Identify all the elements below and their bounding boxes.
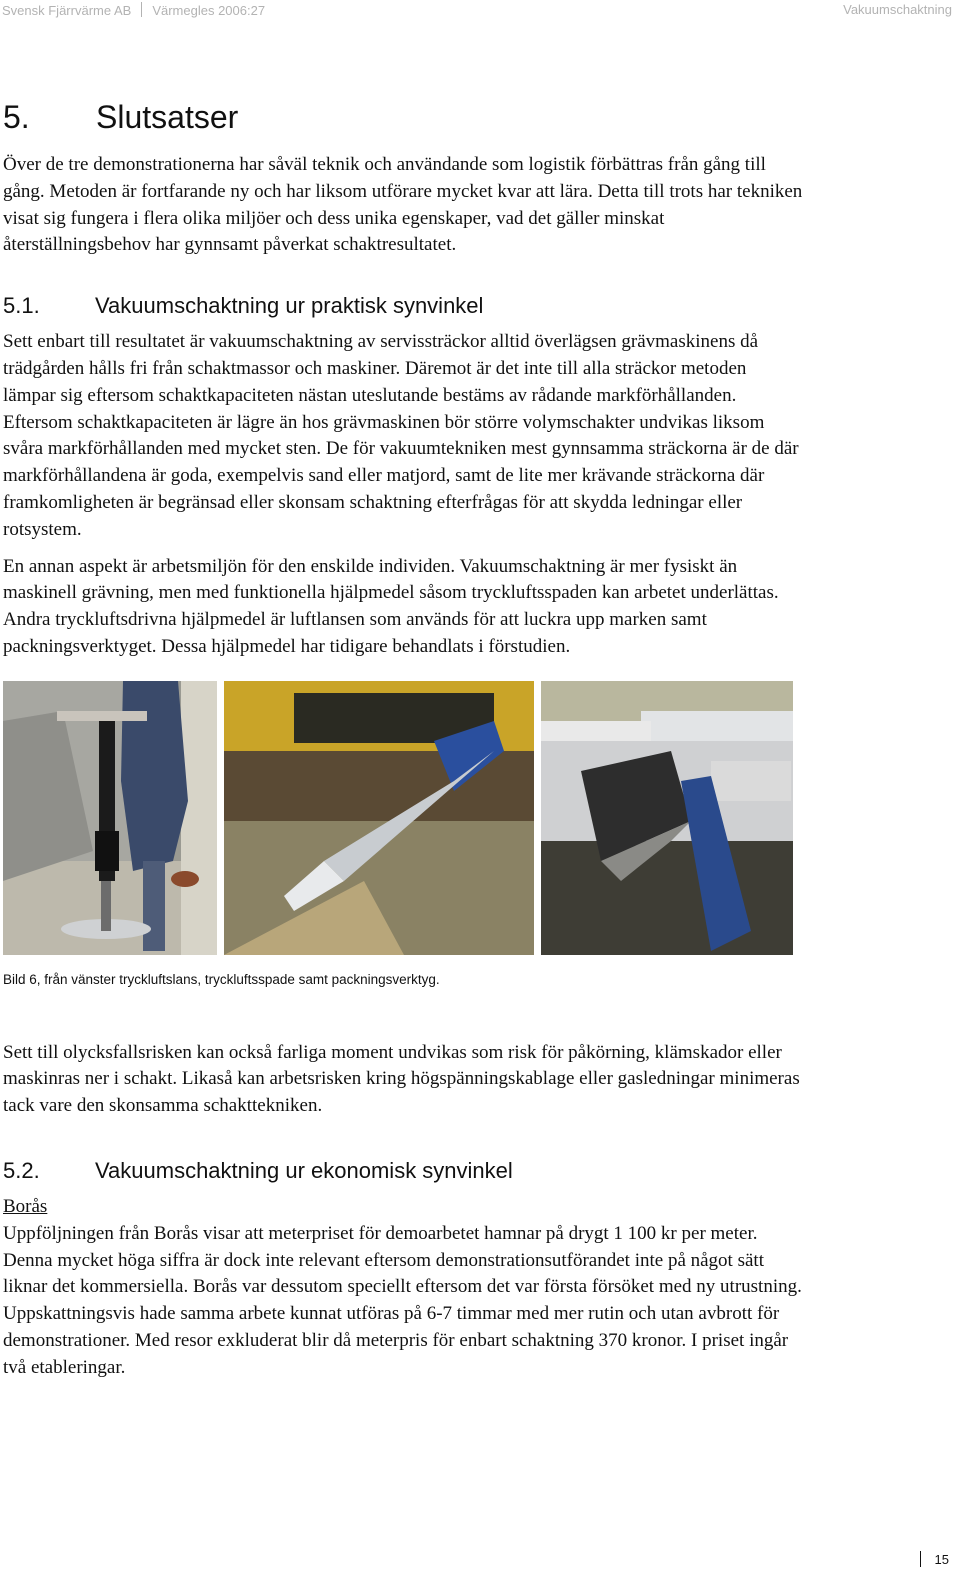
practical-paragraph-1: Sett enbart till resultatet är vakuumschaktning av servissträckor alltid överlägsen grävmaskinens då trädgården hålls fri från schaktmassor och maskiner. Däremot är det inte till alla sträckor metoden lämpar sig eftersom schaktkapaciteten nästan uteslutande bestäms av rådande markförhållanden. Eftersom schaktkapaciteten är lägre än hos grävmaskinen bör större volymschakter undvikas liksom svåra markförhållanden med mycket sten. De för vakuumtekniken mest gynnsamma sträckorna är de där markförhållandena är goda, exempelvis sand eller matjord, samt de lite mer krävande sträckorna där framkomligheten är begränsad eller skonsam schaktning efterfrågas för att skydda ledningar eller rotsystem. [3,331,799,540]
practical-paragraph-2: En annan aspekt är arbetsmiljön för den enskilde individen. Vakuumschaktning är mer fysiskt än maskinell grävning, men med funktionella hjälpmedel såsom tryckluftsspaden kan arbetet underlättas. Andra tryckluftsdrivna hjälpmedel är luftlansen som används för att luckra upp marken samt packningsverktyget. Dessa hjälpmedel har tidigare behandlats i förstudien. [3,555,779,657]
subsection-1-heading [3,291,803,321]
photo-air-lance [3,681,217,955]
header-left [2,2,265,18]
header-company: Svensk Fjärrvärme AB [2,3,132,18]
document-body [3,96,803,1382]
page-header [2,2,952,20]
economic-paragraph: Uppföljningen från Borås visar att meterpriset för demoarbetet hamnar på drygt 1 100 kr per meter. Denna mycket höga siffra är dock inte relevant eftersom demonstrationsutförandet inte på något sätt liknar det kommersiella. Borås var dessutom speciellt eftersom det var första försöket med ny utrustning. Uppskattningsvis hade samma arbete kunnat utföras på 6-7 timmar med mer rutin och utan avbrott för demonstrationer. Med resor exkluderat blir då meterpris för enbart schaktning 370 kronor. I priset ingår två etableringar. [3,1222,802,1378]
section-number: 5. [3,99,30,135]
figure-caption: Bild 6, från vänster tryckluftslans, tryckluftsspade samt packningsverktyg. [3,971,440,987]
packing-tool-image [541,681,793,955]
intro-paragraph: Över de tre demonstrationerna har såväl teknik och användande som logistik förbättras från gång till gång. Metoden är fortfarande ny och har liksom utförare mycket kvar att lära. Detta till trots har tekniken visat sig fungera i flera olika miljöer och dess unika egenskaper, vad det gäller minskat återställningsbehov har gynnsamt påverkat schaktresultatet. [3,154,803,256]
page-number-area [920,1551,949,1567]
header-report: Värmegles 2006:27 [152,3,266,18]
safety-paragraph: Sett till olycksfallsrisken kan också farliga moment undvikas som risk för påkörning, klämskador eller maskinras ner i schakt. Likaså kan arbetsrisken kring högspänningskablage eller gasledningar minimeras tack vare den skonsamma schakttekniken. [3,1041,800,1117]
photo-air-spade [224,681,534,955]
header-topic: Vakuumschaktning [843,2,952,17]
subsection-2-number: 5.2. [3,1157,40,1183]
header-separator [141,2,142,17]
section-title: Slutsatser [96,99,239,135]
subsection-1-number: 5.1. [3,293,40,319]
subsection-2-heading [3,1156,803,1186]
page-number-bar [920,1551,921,1567]
section-heading [3,96,803,138]
air-spade-image [224,681,534,955]
photo-strip [3,681,793,955]
subsection-2-title: Vakuumschaktning ur ekonomisk synvinkel [95,1157,513,1183]
air-lance-image [3,681,217,955]
subsection-1-title: Vakuumschaktning ur praktisk synvinkel [95,293,484,319]
page-number: 15 [934,1552,949,1567]
photo-packing-tool [541,681,793,955]
boras-subheading: Borås [3,1195,48,1217]
